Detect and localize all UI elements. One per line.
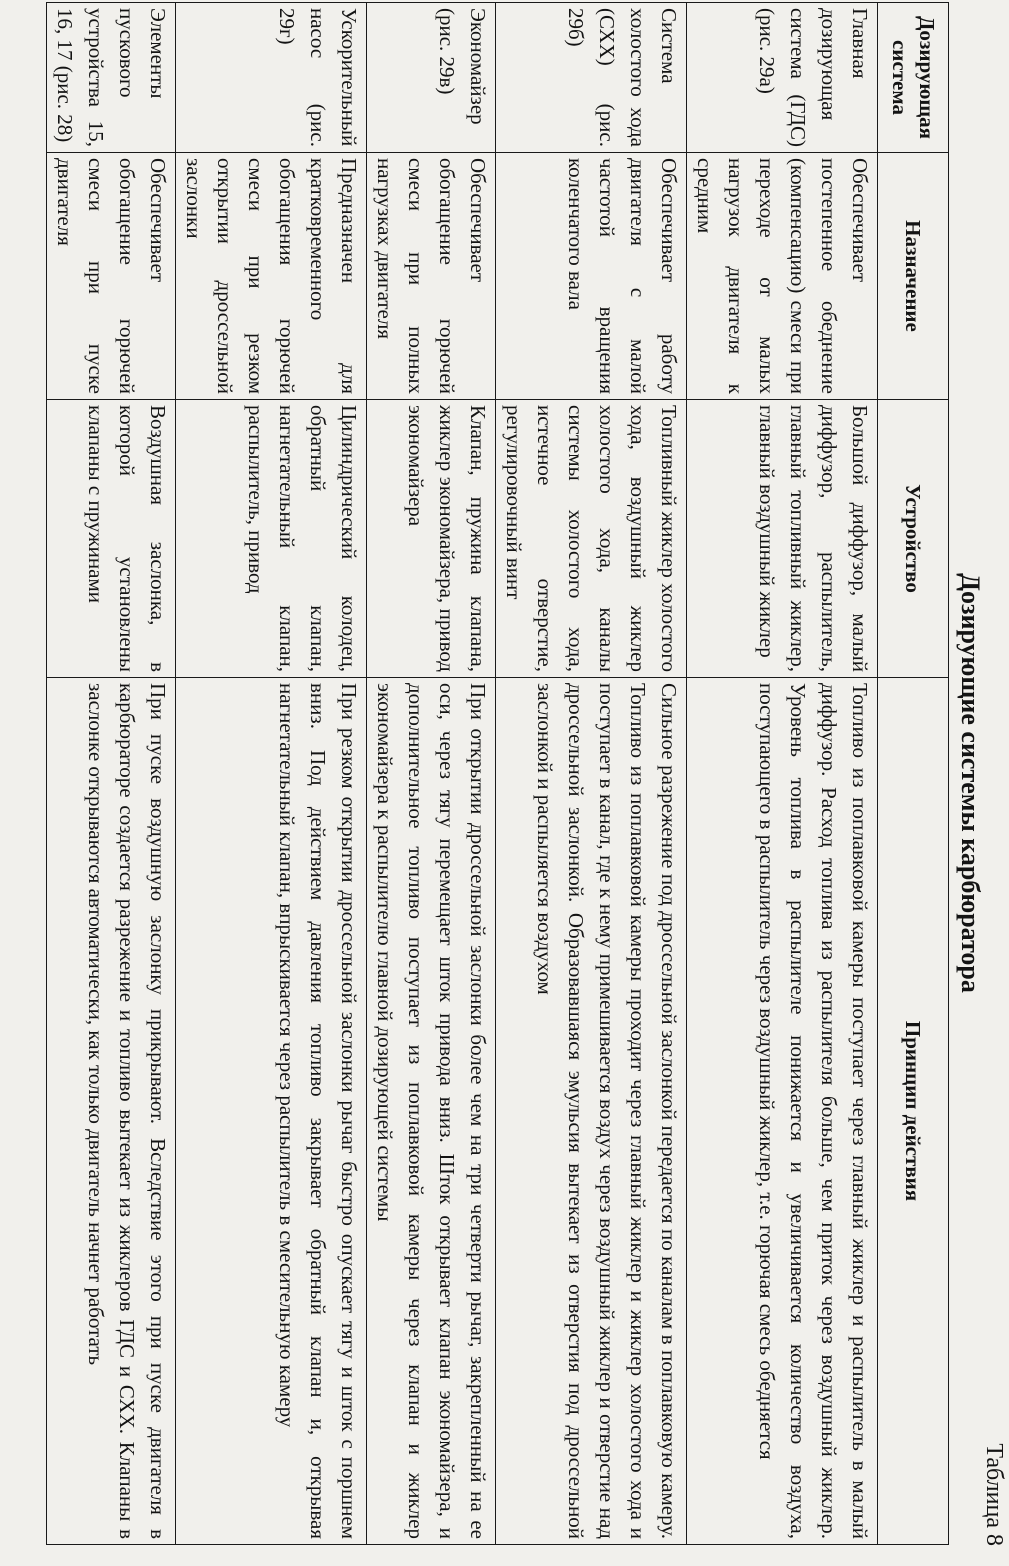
table-number: Таблица 8 (981, 1443, 1007, 1546)
cell-purpose: Обеспечивает работу двигателя с малой частотой вращения коленчатого вала (496, 153, 687, 400)
table-caption: Дозирующие системы карбюратора (956, 573, 985, 993)
cell-principle: При пуске воздушную заслонку прикрывают. Вследствие этого при пуске двигателя в карбюраторе создается разрежение и топливо вытекает из жиклеров ГДС и СХХ. Клапаны в заслонке открываются автоматически, как только двигатель начнет работать (47, 678, 176, 1545)
table-row (687, 3, 878, 1545)
cell-principle: Топливо из поплавковой камеры поступает через главный жиклер и распылитель в малый диффузор. Расход топлива из распылителя больше, чем приток через воздушный жиклер. Уровень топлива в распылителе понижается и увеличивается количество воздуха, поступающего в распылитель через воздушный жиклер, т.е. горючая смесь обедняется (687, 678, 878, 1545)
cell-device: Топливный жиклер холостого хода, воздушный жиклер холостого хода, каналы системы холостого хода, истечное отверстие, регулировочный винт (496, 400, 687, 678)
cell-system: Ускорительный насос (рис. 29г) (176, 3, 367, 153)
cell-device: Большой диффузор, малый диффузор, распылитель, главный топливный жиклер, главный воздушный жиклер (687, 400, 878, 678)
header-device: Устройство (878, 400, 949, 678)
cell-principle: При резком открытии дроссельной заслонки рычаг быстро опускает тягу и шток с поршнем вниз. Под действием давления топливо закрывает обратный клапан и, открывая нагнетательный клапан, впрыскивается через распылитель в смесительную камеру (176, 678, 367, 1545)
table-row (176, 3, 367, 1545)
header-principle: Принцип действия (878, 678, 949, 1545)
cell-system: Главная дозирующая система (ГДС) (рис. 29а) (687, 3, 878, 153)
header-system: Дозирующая система (878, 3, 949, 153)
table-row (496, 3, 687, 1545)
table-row (47, 3, 176, 1545)
carburetor-systems-table (46, 2, 949, 1545)
cell-principle: При открытии дроссельной заслонки более чем на три четверти рычаг, закрепленный на ее оси, через тягу перемещает шток привода вниз. Шток открывает клапан экономайзера, и дополнительное топливо поступает из поплавковой камеры через клапан и жиклер экономайзера к распылителю главной дозирующей системы (367, 678, 496, 1545)
header-row (878, 3, 949, 1545)
cell-purpose: Обеспечивает постепенное обеднение (компенсацию) смеси при переходе от малых нагрузок двигателя к средним (687, 153, 878, 400)
cell-device: Клапан, пружина клапана, жиклер экономайзера, привод экономайзера (367, 400, 496, 678)
cell-device: Воздушная заслонка, в которой установлены клапаны с пружинами (47, 400, 176, 678)
cell-system: Система холостого хода (СХХ) (рис. 29б) (496, 3, 687, 153)
cell-purpose: Обеспечивает обогащение горючей смеси при полных нагрузках двигателя (367, 153, 496, 400)
cell-system: Элементы пускового устройства 15, 16, 17 (рис. 28) (47, 3, 176, 153)
cell-system: Экономайзер (рис. 29в) (367, 3, 496, 153)
cell-purpose: Обеспечивает обогащение горючей смеси при пуске двигателя (47, 153, 176, 400)
cell-purpose: Предназначен для кратковременного обогащения горючей смеси при резком открытии дроссельной заслонки (176, 153, 367, 400)
cell-principle: Сильное разрежение под дроссельной заслонкой передается по каналам в поплавковую камеру. Топливо из поплавковой камеры проходит через главный жиклер и жиклер холостого хода и поступает в канал, где к нему примешивается воздух через воздушный жиклер и отверстие над дроссельной заслонкой. Образовавшаяся эмульсия вытекает из отверстия под дроссельной заслонкой и распыляется воздухом (496, 678, 687, 1545)
cell-device: Цилиндрический колодец, обратный клапан, нагнетательный клапан, распылитель, привод (176, 400, 367, 678)
table-row (367, 3, 496, 1545)
header-purpose: Назначение (878, 153, 949, 400)
